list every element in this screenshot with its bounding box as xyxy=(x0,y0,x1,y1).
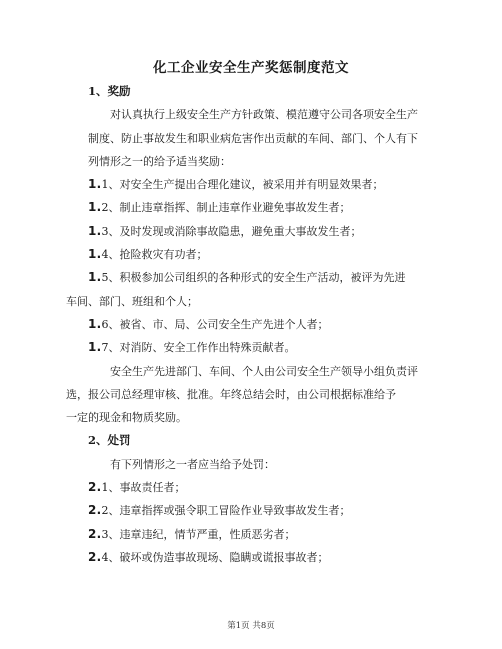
item-text: 1、对安全生产提出合理化建议，被采用并有明显效果者； xyxy=(101,178,384,192)
list-item xyxy=(88,546,420,569)
paragraph-line: 安全生产先进部门、车间、个人由公司安全生产领导小组负责评 xyxy=(110,364,418,378)
item-number: 1. xyxy=(88,316,102,331)
list-item xyxy=(88,243,420,266)
item-text: 车间、部门、班组和个人； xyxy=(66,294,198,308)
item-number: 2. xyxy=(88,526,102,541)
list-item xyxy=(88,313,420,336)
list-item-continuation xyxy=(66,290,420,313)
paragraph-line: 一定的现金和物质奖励。 xyxy=(66,411,187,425)
list-item xyxy=(88,499,420,522)
paragraph-line: 有下列情形之一者应当给予处罚： xyxy=(110,457,275,471)
item-text: 2、制止违章指挥、制止违章作业避免事故发生者； xyxy=(101,201,351,215)
item-text: 5、积极参加公司组织的各种形式的安全生产活动，被评为先进 xyxy=(101,271,406,285)
document-title: 化工企业安全生产奖惩制度范文 xyxy=(153,60,349,76)
list-item xyxy=(88,266,420,289)
item-number: 2. xyxy=(88,480,102,495)
item-number: 1. xyxy=(88,340,102,355)
item-text: 1、事故责任者； xyxy=(101,481,186,495)
item-text: 3、违章违纪，情节严重，性质恶劣者； xyxy=(101,527,296,541)
paragraph-line: 制度、防止事故发生和职业病危害作出贡献的车间、部门、个人有下 xyxy=(88,131,418,145)
list-item xyxy=(88,523,420,546)
item-text: 4、破坏或伪造事故现场、隐瞒或谎报事故者； xyxy=(101,550,329,564)
paragraph-line: 列情形之一的给予适当奖励： xyxy=(88,154,231,168)
item-text: 4、抢险救灾有功者； xyxy=(101,248,208,262)
document-body xyxy=(66,80,420,569)
item-number: 1. xyxy=(88,223,102,238)
item-text: 2、违章指挥或强令职工冒险作业导致事故发生者； xyxy=(101,504,351,518)
paragraph-line: 选，报公司总经理审核、批准。年终总结会时，由公司根据标准给予 xyxy=(66,387,396,401)
item-number: 1. xyxy=(88,177,102,192)
list-item xyxy=(88,476,420,499)
list-item xyxy=(88,220,420,243)
item-text: 7、对消防、安全工作作出特殊贡献者。 xyxy=(101,341,296,355)
section-heading-penalty: 2、处罚 xyxy=(88,433,131,448)
list-item xyxy=(88,336,420,359)
page-footer: 第1页 共8页 xyxy=(227,621,275,631)
item-number: 1. xyxy=(88,270,102,285)
paragraph-line: 对认真执行上级安全生产方针政策、模范遵守公司各项安全生产 xyxy=(110,108,418,122)
item-number: 1. xyxy=(88,200,102,215)
list-item xyxy=(88,196,420,219)
item-text: 3、及时发现或消除事故隐患，避免重大事故发生者； xyxy=(101,224,362,238)
item-text: 6、被省、市、局、公司安全生产先进个人者； xyxy=(101,317,329,331)
item-number: 1. xyxy=(88,247,102,262)
item-number: 2. xyxy=(88,549,102,564)
list-item xyxy=(88,173,420,196)
section-heading-reward: 1、奖励 xyxy=(88,84,131,98)
item-number: 2. xyxy=(88,503,102,518)
